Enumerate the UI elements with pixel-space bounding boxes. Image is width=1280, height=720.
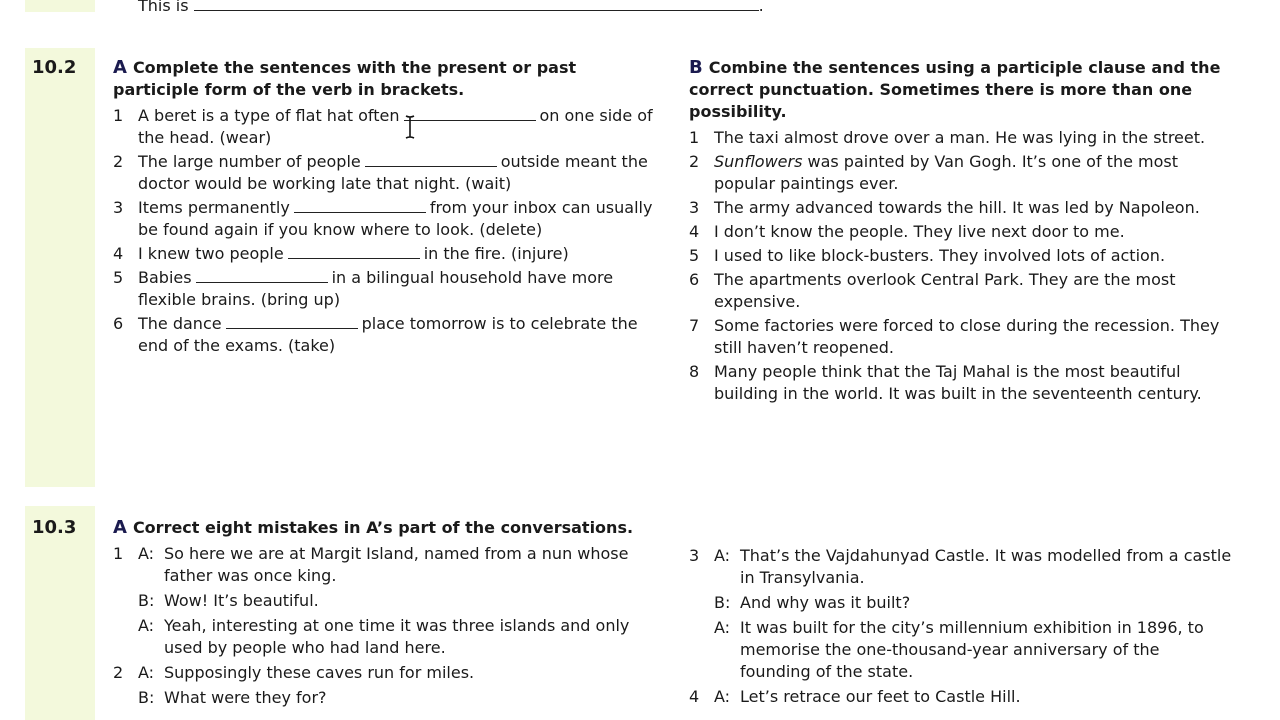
- exercise-margin-band: [25, 0, 95, 12]
- part-letter: B: [689, 57, 703, 78]
- dialogue-line: [113, 662, 653, 684]
- dialogue-line: [113, 543, 653, 587]
- text-after-blank: outside meant the doctor would be working late that night. (wait): [138, 152, 648, 193]
- speaker-label: A:: [714, 687, 731, 706]
- answer-blank[interactable]: [404, 106, 536, 121]
- item-text: [138, 267, 653, 311]
- dialogue-text: That’s the Vajdahunyad Castle. It was modelled from a castle in Transylvania.: [740, 546, 1232, 587]
- item-text: [138, 197, 653, 241]
- speaker-label: B:: [138, 591, 155, 610]
- exercise-10-2-part-a: [113, 57, 653, 359]
- item-text: [138, 105, 653, 149]
- item-number: 7: [689, 316, 700, 335]
- item-number: [113, 615, 138, 659]
- speaker-label: B:: [714, 593, 731, 612]
- speaker-label: A:: [138, 616, 155, 635]
- speaker-label: A:: [138, 663, 155, 682]
- instruction-text: Combine the sentences using a participle clause and the correct punctuation. Sometimes there is more than one possibility.: [689, 58, 1221, 121]
- item-number: [113, 590, 138, 612]
- exercise-10-3-right-column: [689, 545, 1234, 711]
- text-before-blank: The large number of people: [138, 152, 361, 171]
- item-number: 3: [689, 546, 700, 565]
- text-after-blank: in the fire. (injure): [423, 244, 569, 263]
- item-number: 4: [113, 244, 124, 263]
- instruction-text: Complete the sentences with the present or past participle form of the verb in brackets.: [113, 58, 577, 99]
- item-number: 5: [689, 246, 700, 265]
- exercise-number: 10.3: [32, 517, 77, 538]
- dialogue-text: What were they for?: [164, 688, 327, 707]
- item-text: [138, 313, 653, 357]
- item-number: 1: [113, 106, 124, 125]
- dialogue-line: [113, 615, 653, 659]
- sentence-text: I used to like block-busters. They involved lots of action.: [714, 246, 1166, 265]
- item-list: [113, 105, 653, 357]
- item-list: [689, 127, 1234, 405]
- part-letter: A: [113, 57, 127, 78]
- text-after-blank: in a bilingual household have more flexible brains. (bring up): [138, 268, 614, 309]
- dialogue-text: Let’s retrace our feet to Castle Hill.: [740, 687, 1021, 706]
- item-number: 2: [113, 152, 124, 171]
- speaker-label: A:: [714, 618, 731, 637]
- item-number: 3: [113, 198, 124, 217]
- text-after-blank: on one side of the head. (wear): [138, 106, 653, 147]
- text-cursor-icon: [404, 114, 416, 140]
- dialogue-list: [689, 545, 1234, 708]
- dialogue-line: [689, 617, 1234, 683]
- sentence-text: The army advanced towards the hill. It was led by Napoleon.: [714, 198, 1200, 217]
- sentence-text: was painted by Van Gogh. It’s one of the most popular paintings ever.: [714, 152, 1179, 193]
- sentence-text: Some factories were forced to close during the recession. They still haven’t reopened.: [714, 316, 1220, 357]
- list-item: [689, 197, 1234, 219]
- answer-blank[interactable]: [194, 0, 759, 11]
- dialogue-text: Yeah, interesting at one time it was three islands and only used by people who had land here.: [164, 616, 630, 657]
- answer-blank[interactable]: [365, 152, 497, 167]
- text-after-blank: from your inbox can usually be found again if you know where to look. (delete): [138, 198, 653, 239]
- dialogue-text: And why was it built?: [740, 593, 911, 612]
- dialogue-text: Supposingly these caves run for miles.: [164, 663, 475, 682]
- text-before-blank: I knew two people: [138, 244, 284, 263]
- item-number: 4: [689, 222, 700, 241]
- item-number: 5: [113, 268, 124, 287]
- text-after-blank: place tomorrow is to celebrate the end of the exams. (take): [138, 314, 638, 355]
- instruction: [113, 517, 653, 539]
- dialogue-text: So here we are at Margit Island, named from a nun whose father was once king.: [164, 544, 629, 585]
- item-text: [714, 151, 1234, 195]
- answer-blank[interactable]: [288, 244, 420, 259]
- exercise-number: 10.2: [32, 57, 77, 78]
- exercise-margin-band: [25, 48, 95, 487]
- item-number: [113, 687, 138, 709]
- sentence-text: The apartments overlook Central Park. They are the most expensive.: [714, 270, 1176, 311]
- item-text: [714, 221, 1234, 243]
- list-item: [113, 243, 653, 265]
- exercise-10-3-part-a: [113, 517, 653, 712]
- exercise-margin-band: [25, 506, 95, 720]
- item-text: [714, 361, 1234, 405]
- item-number: 3: [689, 198, 700, 217]
- dialogue-line: [113, 687, 653, 709]
- sentence-start: This is: [138, 0, 189, 15]
- instruction-text: Correct eight mistakes in A’s part of the conversations.: [132, 518, 634, 537]
- answer-blank[interactable]: [294, 198, 426, 213]
- list-item: [689, 221, 1234, 243]
- item-number: [689, 617, 714, 683]
- answer-blank[interactable]: [226, 314, 358, 329]
- list-item: [689, 269, 1234, 313]
- item-text: [714, 269, 1234, 313]
- item-text: [714, 127, 1234, 149]
- item-text: [138, 151, 653, 195]
- list-item: [113, 151, 653, 195]
- list-item: [689, 127, 1234, 149]
- list-item: [689, 361, 1234, 405]
- item-number: 2: [113, 663, 124, 682]
- answer-blank[interactable]: [196, 268, 328, 283]
- part-letter: A: [113, 517, 127, 538]
- speaker-label: B:: [138, 688, 155, 707]
- item-number: 1: [689, 128, 700, 147]
- item-text: [714, 197, 1234, 219]
- previous-exercise-line: [138, 0, 764, 15]
- item-text: [138, 243, 653, 265]
- sentence-text: I don’t know the people. They live next door to me.: [714, 222, 1125, 241]
- list-item: [689, 151, 1234, 195]
- list-item: [689, 245, 1234, 267]
- dialogue-text: Wow! It’s beautiful.: [164, 591, 319, 610]
- dialogue-line: [689, 592, 1234, 614]
- item-number: 8: [689, 362, 700, 381]
- text-before-blank: Babies: [138, 268, 192, 287]
- dialogue-line: [113, 590, 653, 612]
- list-item: [113, 105, 653, 149]
- item-number: 1: [113, 544, 124, 563]
- title-italic: Sunflowers: [714, 152, 803, 171]
- instruction: [689, 57, 1234, 123]
- text-before-blank: A beret is a type of flat hat often: [138, 106, 400, 125]
- speaker-label: A:: [138, 544, 155, 563]
- item-number: 4: [689, 687, 700, 706]
- item-number: 6: [113, 314, 124, 333]
- speaker-label: A:: [714, 546, 731, 565]
- exercise-10-2-part-b: [689, 57, 1234, 407]
- sentence-end: .: [758, 0, 764, 15]
- text-before-blank: The dance: [138, 314, 222, 333]
- list-item: [113, 267, 653, 311]
- list-item: [689, 315, 1234, 359]
- item-number: 6: [689, 270, 700, 289]
- item-text: [714, 245, 1234, 267]
- text-before-blank: Items permanently: [138, 198, 290, 217]
- item-number: 2: [689, 152, 700, 171]
- sentence-text: The taxi almost drove over a man. He was lying in the street.: [714, 128, 1206, 147]
- instruction: [113, 57, 653, 101]
- dialogue-list: [113, 543, 653, 709]
- list-item: [113, 197, 653, 241]
- list-item: [113, 313, 653, 357]
- item-number: [689, 592, 714, 614]
- item-text: [714, 315, 1234, 359]
- dialogue-line: [689, 686, 1234, 708]
- dialogue-text: It was built for the city’s millennium exhibition in 1896, to memorise the one-thousand-year anniversary of the founding of the state.: [740, 618, 1204, 681]
- sentence-text: Many people think that the Taj Mahal is the most beautiful building in the world. It was built in the seventeenth century.: [714, 362, 1202, 403]
- dialogue-line: [689, 545, 1234, 589]
